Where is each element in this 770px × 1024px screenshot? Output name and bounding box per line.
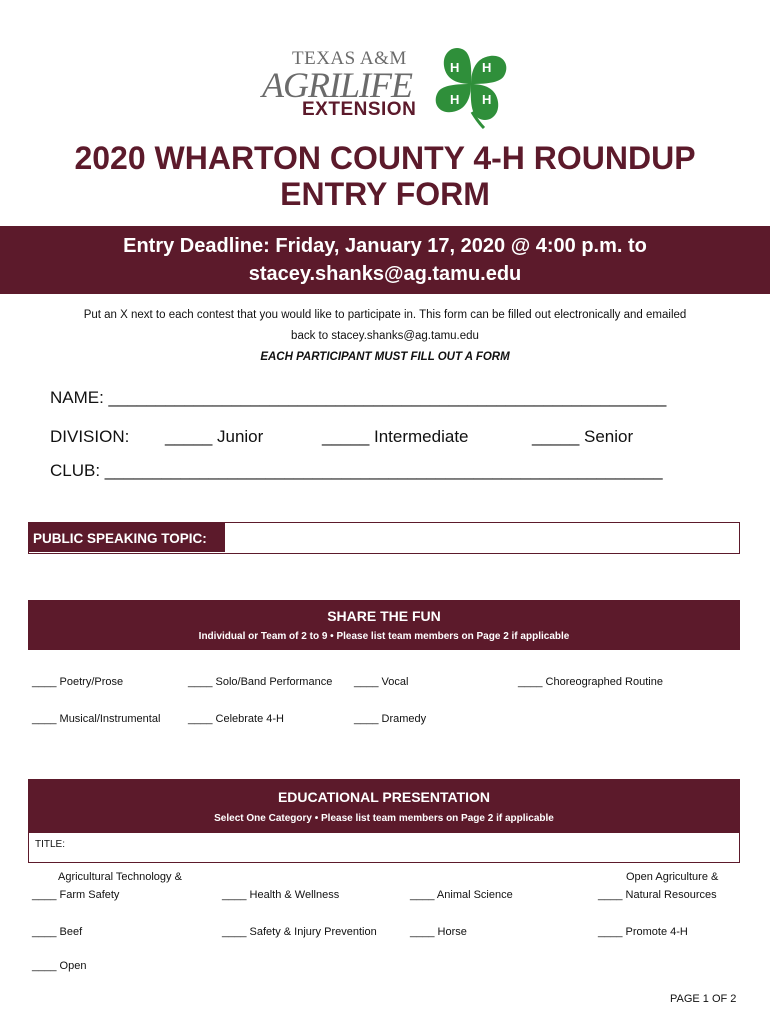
division-intermediate-option[interactable]: _____ Intermediate <box>322 427 469 446</box>
instructions-notice: EACH PARTICIPANT MUST FILL OUT A FORM <box>260 351 510 363</box>
club-field[interactable]: CLUB: ___________________________________________________________ <box>50 461 663 480</box>
category-farm-safety[interactable]: ____ Farm Safety <box>32 889 120 901</box>
page-number: PAGE 1 OF 2 <box>670 993 737 1005</box>
clover-h-1: H <box>450 60 460 75</box>
option-choreographed-routine[interactable]: ____ Choreographed Routine <box>518 676 663 688</box>
option-dramedy[interactable]: ____ Dramedy <box>354 713 427 725</box>
option-vocal[interactable]: ____ Vocal <box>354 676 409 688</box>
agrilife-logo <box>262 48 432 122</box>
category-open[interactable]: ____ Open <box>32 960 87 972</box>
public-speaking-topic-input[interactable] <box>225 523 737 552</box>
form-title-line2: ENTRY FORM <box>280 176 490 212</box>
instructions-line1: Put an X next to each contest that you would like to participate in. This form can be filled out electronically and emailed <box>83 309 687 321</box>
division-label: DIVISION: <box>50 427 130 446</box>
category-ag-tech-label: Agricultural Technology & <box>58 871 182 883</box>
deadline-band <box>0 226 770 294</box>
presentation-title-box[interactable] <box>28 833 740 863</box>
clover-h-3: H <box>450 92 460 107</box>
clover-h-2: H <box>482 60 492 75</box>
option-poetry-prose[interactable]: ____ Poetry/Prose <box>32 676 124 688</box>
logo-line-extension: EXTENSION <box>302 99 417 120</box>
option-solo-band[interactable]: ____ Solo/Band Performance <box>188 676 333 688</box>
category-promote-4h[interactable]: ____ Promote 4-H <box>598 926 688 938</box>
share-the-fun-header <box>28 600 740 650</box>
four-h-clover-logo <box>428 40 514 130</box>
category-natural-resources[interactable]: ____ Natural Resources <box>598 889 717 901</box>
category-health-wellness[interactable]: ____ Health & Wellness <box>222 889 340 901</box>
presentation-title-label: TITLE: <box>35 839 66 850</box>
logo-line-agrilife: AGRILIFE <box>262 65 412 105</box>
category-open-ag-label: Open Agriculture & <box>626 871 719 883</box>
option-celebrate-4h[interactable]: ____ Celebrate 4-H <box>188 713 285 725</box>
logo-line-texas-am: TEXAS A&M <box>292 48 407 69</box>
public-speaking-label: PUBLIC SPEAKING TOPIC: <box>29 523 225 552</box>
educational-presentation-title: EDUCATIONAL PRESENTATION <box>277 789 491 805</box>
clover-h-4: H <box>482 92 492 107</box>
share-the-fun-title: SHARE THE FUN <box>327 608 441 624</box>
public-speaking-box <box>28 522 740 554</box>
instructions-line2: back to stacey.shanks@ag.tamu.edu <box>291 330 479 342</box>
division-senior-option[interactable]: _____ Senior <box>532 427 634 446</box>
option-musical-instrumental[interactable]: ____ Musical/Instrumental <box>32 713 161 725</box>
division-junior-option[interactable]: _____ Junior <box>165 427 264 446</box>
deadline-line1: Entry Deadline: Friday, January 17, 2020 @ 4:00 p.m. to <box>123 235 647 257</box>
category-safety-injury[interactable]: ____ Safety & Injury Prevention <box>222 926 377 938</box>
deadline-email: stacey.shanks@ag.tamu.edu <box>248 263 522 285</box>
educational-presentation-header <box>28 779 740 833</box>
name-field[interactable]: NAME: ___________________________________________________________ <box>50 388 667 407</box>
category-beef[interactable]: ____ Beef <box>32 926 83 938</box>
form-title-line1: 2020 WHARTON COUNTY 4-H ROUNDUP <box>74 140 696 176</box>
educational-presentation-subtitle: Select One Category • Please list team members on Page 2 if applicable <box>214 813 554 824</box>
category-animal-science[interactable]: ____ Animal Science <box>410 889 513 901</box>
share-the-fun-subtitle: Individual or Team of 2 to 9 • Please list team members on Page 2 if applicable <box>198 631 570 642</box>
category-horse[interactable]: ____ Horse <box>410 926 467 938</box>
